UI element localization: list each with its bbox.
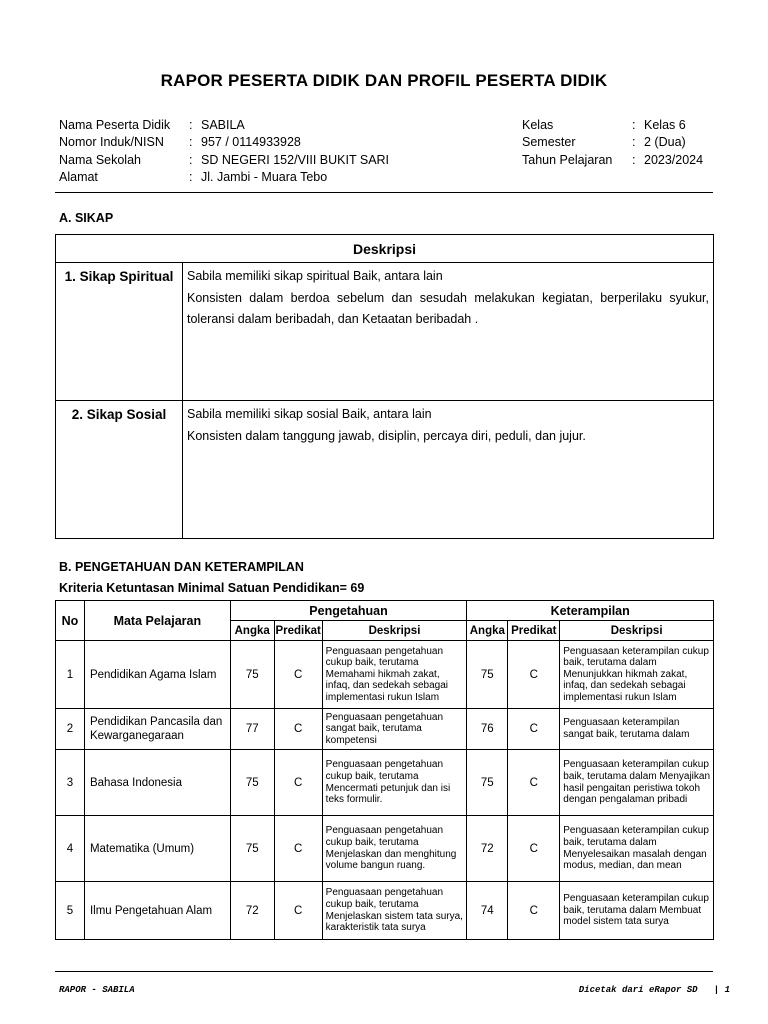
section-sikap-heading: A. SIKAP [59, 211, 114, 225]
info-row-alamat: Alamat : Jl. Jambi - Muara Tebo [59, 169, 389, 186]
info-row-nama: Nama Peserta Didik : SABILA [59, 117, 389, 134]
sikap-sosial-desc: Sabila memiliki sikap sosial Baik, antara lain Konsisten dalam tanggung jawab, disiplin, percaya diri, peduli, dan jujur. [183, 401, 714, 539]
info-row-semester: Semester : 2 (Dua) [522, 134, 703, 151]
col-k-deskripsi: Deskripsi [560, 621, 714, 641]
header-divider [55, 192, 713, 193]
info-row-nisn: Nomor Induk/NISN : 957 / 0114933928 [59, 134, 389, 151]
sikap-spiritual-desc: Sabila memiliki sikap spiritual Baik, antara lain Konsisten dalam berdoa sebelum dan sesudah melakukan kegiatan, berperilaku syukur, toleransi dalam beribadah, dan Ketaatan beribadah . [183, 263, 714, 401]
table-row: 4 Matematika (Umum) 75 C Penguasaan pengetahuan cukup baik, terutama Menjelaskan dan menghitung volume bangun ruang. 72 C Penguasaan keterampilan cukup baik, terutama dalam Menyelesaikan masalah dengan modus, median, dan mean [56, 816, 714, 882]
col-p-deskripsi: Deskripsi [322, 621, 467, 641]
footer-right: Dicetak dari eRapor SD | 1 [578, 985, 730, 995]
sikap-table [55, 234, 714, 539]
footer-divider [55, 971, 713, 972]
col-k-predikat: Predikat [508, 621, 560, 641]
address: Jl. Jambi - Muara Tebo [201, 169, 328, 184]
student-nisn: 957 / 0114933928 [201, 135, 301, 150]
col-p-angka: Angka [230, 621, 274, 641]
col-pengetahuan: Pengetahuan [230, 601, 467, 621]
col-no: No [56, 601, 85, 641]
col-mapel: Mata Pelajaran [84, 601, 230, 641]
footer-left: RAPOR - SABILA [59, 985, 135, 995]
table-row: 3 Bahasa Indonesia 75 C Penguasaan pengetahuan cukup baik, terutama Mencermati petunjuk dan isi teks formulir. 75 C Penguasaan keterampilan cukup baik, terutama dalam Menyajikan hasil pengaitan peristiwa tokoh dengan pengalaman pribadi [56, 750, 714, 816]
student-name: SABILA [201, 118, 245, 132]
table-row: 1 Pendidikan Agama Islam 75 C Penguasaan pengetahuan cukup baik, terutama Memahami hikmah zakat, infaq, dan sedekah sebagai implementasi rukun Islam 75 C Penguasaan keterampilan cukup baik, terutama dalam Menunjukkan hikmah zakat, infaq, dan sedekah sebagai implementasi rukun Islam [56, 641, 714, 709]
page-title: RAPOR PESERTA DIDIK DAN PROFIL PESERTA DIDIK [160, 71, 608, 90]
year-value: 2023/2024 [644, 152, 704, 167]
col-p-predikat: Predikat [274, 621, 322, 641]
table-row: 5 Ilmu Pengetahuan Alam 72 C Penguasaan pengetahuan cukup baik, terutama Menjelaskan sistem tata surya, karakteristik tata surya 74 C Penguasaan keterampilan cukup baik, terutama dalam Membuat model sistem tata surya [56, 882, 714, 940]
sikap-row-spiritual [56, 263, 714, 401]
school-name: SD NEGERI 152/VIII BUKIT SARI [201, 152, 390, 167]
nilai-table [55, 600, 714, 940]
sikap-spiritual-label: 1. Sikap Spiritual [56, 263, 183, 401]
sikap-desc-header: Deskripsi [56, 235, 714, 263]
sikap-row-sosial [56, 401, 714, 539]
section-nilai-heading: B. PENGETAHUAN DAN KETERAMPILAN [59, 560, 304, 574]
info-row-sekolah: Nama Sekolah : SD NEGERI 152/VIII BUKIT SARI [59, 152, 389, 169]
semester-value: 2 (Dua) [644, 135, 686, 150]
info-row-kelas: Kelas : Kelas 6 [522, 117, 703, 134]
student-info-left [59, 117, 389, 186]
sikap-sosial-label: 2. Sikap Sosial [56, 401, 183, 539]
student-info-right [522, 117, 703, 169]
kkm-text: Kriteria Ketuntasan Minimal Satuan Pendidikan= 69 [59, 581, 365, 595]
info-row-tahun: Tahun Pelajaran : 2023/2024 [522, 152, 703, 169]
class-value: Kelas 6 [644, 118, 686, 132]
col-k-angka: Angka [467, 621, 508, 641]
table-row: 2 Pendidikan Pancasila dan Kewarganegaraan 77 C Penguasaan pengetahuan sangat baik, terutama kompetensi 76 C Penguasaan keterampilan sangat baik, terutama dalam [56, 709, 714, 750]
col-keterampilan: Keterampilan [467, 601, 714, 621]
